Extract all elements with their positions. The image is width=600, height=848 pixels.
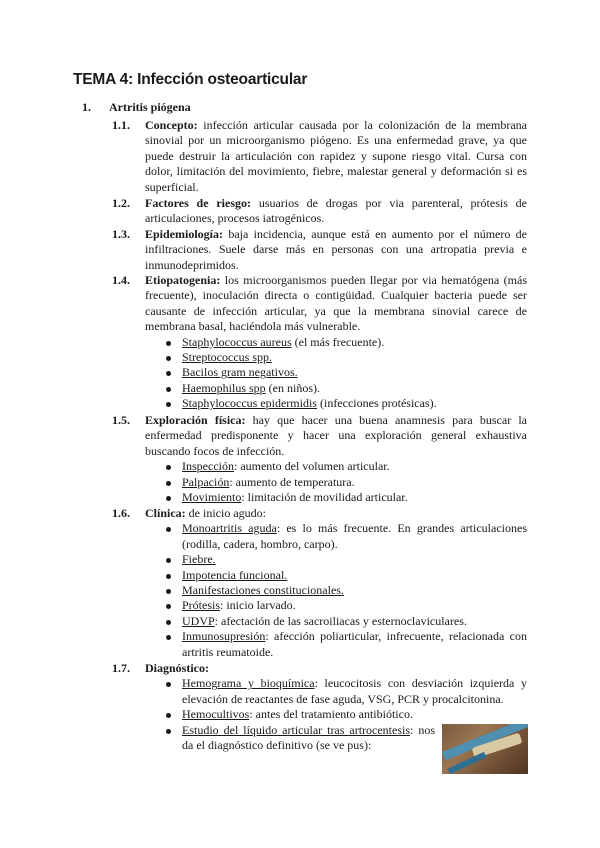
subsection-text: baja incidencia, aunque está en aumento por el número de infiltraciones. Suele darse más en personas con una artropatia previa e inmunodeprimidos. <box>145 227 527 272</box>
subsection-heading: Clínica: <box>145 506 186 520</box>
subsection-heading: Diagnóstico: <box>145 661 209 675</box>
subsection-text: de inicio agudo: <box>185 506 266 520</box>
subsection-number: 1.4. <box>112 273 130 287</box>
list-item: Movimiento: limitación de movilidad articular. <box>145 490 527 505</box>
list-item: Haemophilus spp (en niños). <box>145 381 527 396</box>
subsection-number: 1.2. <box>112 196 130 210</box>
list-item: Palpación: aumento de temperatura. <box>145 475 527 490</box>
section-number: 1. <box>82 100 91 114</box>
list-item: Hemograma y bioquímica: leucocitosis con desviación izquierda y elevación de reactantes de fase aguda, VSG, PCR y procalcitonina. <box>145 676 527 707</box>
subsection-text: usuarios de drogas por via parenteral, prótesis de articulaciones, procesos iatrogénicos. <box>145 196 527 226</box>
subsection-etiopatogenia <box>112 273 527 412</box>
subsection-text: hay que hacer una buena anamnesis para buscar la enfermedad predisponente y hacer una exploración general exhaustiva buscando focos de infección. <box>145 413 528 458</box>
list-item: Estudio del líquido articular tras artrocentesis: nos da el diagnóstico definitivo (se ve pus): <box>145 723 435 754</box>
subsection-heading: Epidemiología: <box>145 227 224 241</box>
bullet-list <box>112 459 527 505</box>
subsection-number: 1.3. <box>112 227 130 241</box>
bullet-list <box>112 335 527 412</box>
subsection-text: los microorganismos pueden llegar por via hematógena (más frecuente), inoculación directa o contigüidad. Cualquier bacteria puede ser causante de infección articular, ya que la membrana sinovial carece de membrana basal, haciéndola más vulnerable. <box>145 273 527 334</box>
list-item: Impotencia funcional. <box>145 568 527 583</box>
list-item: UDVP: afectación de las sacroiliacas y esternoclaviculares. <box>145 614 527 629</box>
subsection-epidemiologia <box>112 227 527 273</box>
subsection-factores-riesgo <box>112 196 527 227</box>
list-item: Staphylococcus aureus (el más frecuente). <box>145 335 527 350</box>
list-item: Staphylococcus epidermidis (infecciones protésicas). <box>145 396 527 411</box>
subsection-number: 1.5. <box>112 413 130 427</box>
list-item: Hemocultivos: antes del tratamiento antibiótico. <box>145 707 527 722</box>
list-item: Inmunosupresión: afección poliarticular, infrecuente, relacionada con artritis reumatoide. <box>145 629 527 660</box>
list-item: Monoartritis aguda: es lo más frecuente. En grandes articulaciones (rodilla, cadera, hombro, carpo). <box>145 521 527 552</box>
subsection-clinica <box>112 506 527 660</box>
page-title: TEMA 4: Infección osteoarticular <box>73 71 308 88</box>
arthrocentesis-photo <box>442 724 528 774</box>
list-item: Fiebre. <box>145 552 527 567</box>
subsection-heading: Etiopatogenia: <box>145 273 221 287</box>
list-item: Manifestaciones constitucionales. <box>145 583 527 598</box>
subsection-exploracion <box>112 413 527 505</box>
subsection-concepto <box>112 118 527 195</box>
list-item: Bacilos gram negativos. <box>145 365 527 380</box>
list-item: Streptococcus spp. <box>145 350 527 365</box>
list-item: Inspección: aumento del volumen articular. <box>145 459 527 474</box>
subsection-number: 1.6. <box>112 506 130 520</box>
subsection-heading: Concepto: <box>145 118 198 132</box>
section-heading <box>82 100 191 115</box>
subsection-number: 1.1. <box>112 118 130 132</box>
section-label: Artritis piógena <box>109 100 191 114</box>
subsection-heading: Factores de riesgo: <box>145 196 252 210</box>
subsection-heading: Exploración física: <box>145 413 246 427</box>
subsection-number: 1.7. <box>112 661 130 675</box>
subsection-text: infección articular causada por la colonización de la membrana sinovial por un microorganismo piógeno. Es una enfermedad grave, ya que puede destruir la articulación con rapidez y supone riesgo vital. Cursa con dolor, limitación del movimiento, fiebre, malestar general y deformación si es superficial. <box>145 118 527 194</box>
bullet-list <box>112 521 527 660</box>
list-item: Prótesis: inicio larvado. <box>145 598 527 613</box>
